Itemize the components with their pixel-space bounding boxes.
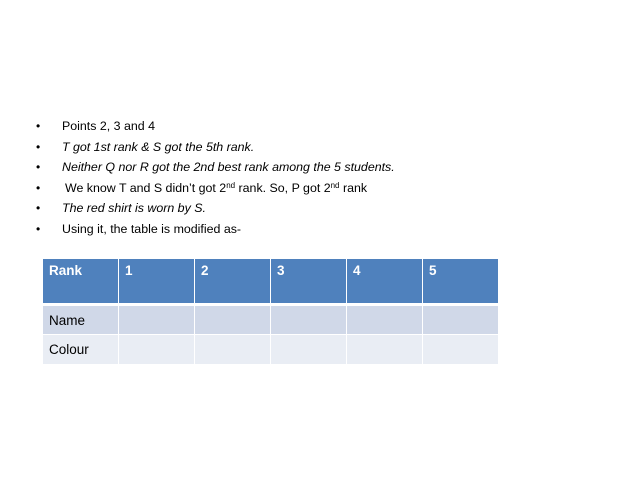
rank-table <box>42 258 499 365</box>
bullet-list <box>36 116 395 240</box>
table-cell <box>195 305 271 335</box>
table-cell <box>347 335 423 365</box>
bullet-item <box>36 157 395 178</box>
bullet-item <box>36 198 395 219</box>
bullet-text-part: We know T and S didn’t got 2 <box>65 180 227 195</box>
table-cell <box>347 305 423 335</box>
table-cell <box>423 335 499 365</box>
header-cell: 4 <box>347 259 423 305</box>
bullet-item <box>36 178 395 199</box>
header-cell: 5 <box>423 259 499 305</box>
bullet-icon: • <box>36 119 41 133</box>
table-cell <box>119 305 195 335</box>
bullet-text-part: rank <box>339 180 368 195</box>
bullet-item <box>36 219 395 240</box>
header-cell: 2 <box>195 259 271 305</box>
bullet-text-part: rank. So, P got 2 <box>235 180 331 195</box>
table-cell <box>423 305 499 335</box>
header-cell: 1 <box>119 259 195 305</box>
table-row <box>43 305 499 335</box>
table-header-row <box>43 259 499 305</box>
bullet-icon: • <box>36 139 41 154</box>
bullet-text: Using it, the table is modified as- <box>62 221 242 236</box>
table-row <box>43 335 499 365</box>
header-cell: 3 <box>271 259 347 305</box>
table-cell <box>195 335 271 365</box>
table-cell <box>271 335 347 365</box>
table-cell <box>119 335 195 365</box>
bullet-text <box>62 181 367 195</box>
bullet-text: Points 2, 3 and 4 <box>62 119 155 133</box>
bullet-icon: • <box>36 160 41 175</box>
bullet-icon: • <box>36 180 41 195</box>
row-label-cell: Name <box>43 305 119 335</box>
superscript: nd <box>226 180 236 190</box>
table-cell <box>271 305 347 335</box>
bullet-icon: • <box>36 221 41 236</box>
bullet-item <box>36 137 395 158</box>
bullet-text: The red shirt is worn by S. <box>62 201 206 216</box>
bullet-text: T got 1st rank & S got the 5th rank. <box>62 139 255 154</box>
header-cell: Rank <box>43 259 119 305</box>
bullet-icon: • <box>36 201 41 216</box>
superscript: nd <box>330 180 340 190</box>
bullet-text: Neither Q nor R got the 2nd best rank among the 5 students. <box>62 160 395 175</box>
bullet-item <box>36 116 395 137</box>
row-label-cell: Colour <box>43 335 119 365</box>
